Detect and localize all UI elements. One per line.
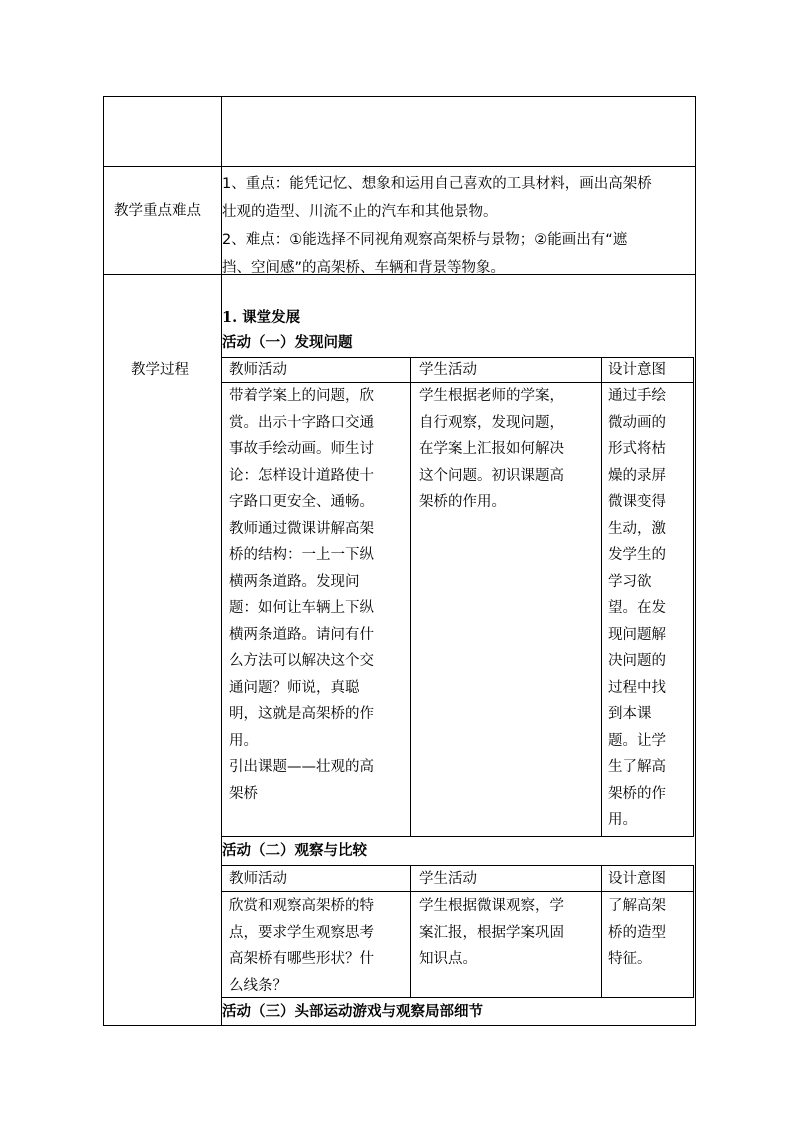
- intent-line: 过程中找: [608, 679, 666, 696]
- activity2-header-student: 学生活动: [419, 871, 477, 887]
- teacher-line: 字路口更安全、通畅。: [229, 494, 374, 510]
- intent-line: 发学生的: [608, 547, 666, 563]
- table-top-border: [103, 96, 696, 97]
- activity1-header-intent: 设计意图: [608, 362, 666, 378]
- activity2-right-border: [693, 865, 694, 998]
- key-points-line: 1、重点：能凭记忆、想象和运用自己喜欢的工具材料，画出高架桥: [222, 176, 652, 192]
- activity1-col-divider-2: [601, 357, 602, 837]
- teacher-line: 引出课题——壮观的高: [229, 759, 374, 775]
- teacher-line: 论：怎样设计道路使十: [229, 467, 374, 484]
- teacher-line: 赏。出示十字路口交通: [229, 414, 374, 431]
- teacher-line: 题：如何让车辆上下纵: [229, 600, 374, 616]
- activity2-title: 活动（二）观察与比较: [222, 842, 367, 859]
- teacher-line: 么线条？: [229, 977, 287, 994]
- table-right-border: [695, 96, 696, 1026]
- activity2-teacher-cell: [229, 893, 374, 999]
- table-left-border: [103, 96, 104, 1026]
- section-title: 1. 课堂发展: [222, 309, 301, 326]
- student-line: 在学案上汇报如何解决: [419, 441, 564, 457]
- intent-line: 燥的录屏: [608, 467, 666, 484]
- key-points-label: 教学重点难点: [114, 203, 201, 219]
- teacher-line: 明，这就是高架桥的作: [229, 706, 374, 722]
- intent-line: 望。在发: [608, 600, 666, 616]
- activity1-header-student: 学生活动: [419, 362, 477, 378]
- activity2-col-divider-1: [410, 865, 411, 998]
- teacher-line: 点，要求学生观察思考: [229, 924, 374, 941]
- intent-line: 形式将枯: [608, 441, 666, 457]
- intent-line: 用。: [608, 812, 637, 828]
- teacher-line: 架桥: [229, 785, 258, 802]
- key-points-content: [222, 170, 652, 282]
- student-line: 架桥的作用。: [419, 494, 506, 510]
- row-divider-1: [103, 166, 696, 167]
- activity2-header-intent: 设计意图: [608, 871, 666, 887]
- key-points-line: 挡、空间感”的高架桥、车辆和背景等物象。: [222, 260, 506, 276]
- activity1-intent-cell: [608, 383, 666, 834]
- intent-line: 决问题的: [608, 653, 666, 669]
- teacher-line: 高架桥有哪些形状？什: [229, 951, 374, 967]
- teacher-line: 横两条道路。请问有什: [229, 626, 374, 643]
- activity1-student-cell: [419, 383, 564, 516]
- teacher-line: 通问题？师说，真聪: [229, 679, 360, 696]
- intent-line: 特征。: [608, 951, 652, 967]
- student-line: 学生根据微课观察，学: [419, 898, 564, 914]
- teacher-line: 用。: [229, 732, 258, 749]
- activity3-title: 活动（三）头部运动游戏与观察局部细节: [222, 1003, 483, 1020]
- intent-line: 到本课: [608, 706, 652, 722]
- process-label: 教学过程: [131, 362, 189, 378]
- teacher-line: 横两条道路。发现问: [229, 573, 360, 590]
- intent-line: 微课变得: [608, 494, 666, 510]
- student-line: 知识点。: [419, 951, 477, 967]
- intent-line: 题。让学: [608, 732, 666, 749]
- student-line: 学生根据老师的学案，: [419, 388, 564, 404]
- intent-line: 生了解高: [608, 759, 666, 775]
- activity1-title: 活动（一）发现问题: [222, 334, 353, 351]
- teacher-line: 么方法可以解决这个交: [229, 653, 374, 669]
- activity2-intent-cell: [608, 893, 666, 973]
- student-line: 这个问题。初识课题高: [419, 467, 564, 484]
- teacher-line: 带着学案上的问题，欣: [229, 388, 374, 404]
- activity1-col-divider-1: [410, 357, 411, 837]
- activity2-student-cell: [419, 893, 564, 973]
- intent-line: 架桥的作: [608, 785, 666, 802]
- key-points-line: 2、难点：①能选择不同视角观察高架桥与景物；②能画出有“遮: [222, 232, 628, 248]
- student-line: 案汇报，根据学案巩固: [419, 924, 564, 941]
- intent-line: 微动画的: [608, 414, 666, 431]
- intent-line: 学习欲: [608, 573, 652, 590]
- intent-line: 通过手绘: [608, 388, 666, 404]
- intent-line: 现问题解: [608, 626, 666, 643]
- activity2-col-divider-2: [601, 865, 602, 998]
- intent-line: 桥的造型: [608, 924, 666, 941]
- teacher-line: 欣赏和观察高架桥的特: [229, 898, 374, 914]
- activity1-header-teacher: 教师活动: [229, 362, 287, 378]
- activity1-table-bottom: [221, 836, 694, 837]
- activity1-teacher-cell: [229, 383, 374, 807]
- key-points-line: 壮观的造型、川流不止的汽车和其他景物。: [222, 204, 498, 220]
- table-bottom-border: [103, 1025, 696, 1026]
- teacher-line: 教师通过微课讲解高架: [229, 520, 374, 537]
- activity2-header-teacher: 教师活动: [229, 871, 287, 887]
- student-line: 自行观察，发现问题，: [419, 414, 564, 431]
- intent-line: 生动，激: [608, 520, 666, 537]
- teacher-line: 事故手绘动画。师生讨: [229, 441, 374, 457]
- activity1-right-border: [693, 357, 694, 837]
- teacher-line: 桥的结构：一上一下纵: [229, 547, 374, 563]
- intent-line: 了解高架: [608, 898, 666, 914]
